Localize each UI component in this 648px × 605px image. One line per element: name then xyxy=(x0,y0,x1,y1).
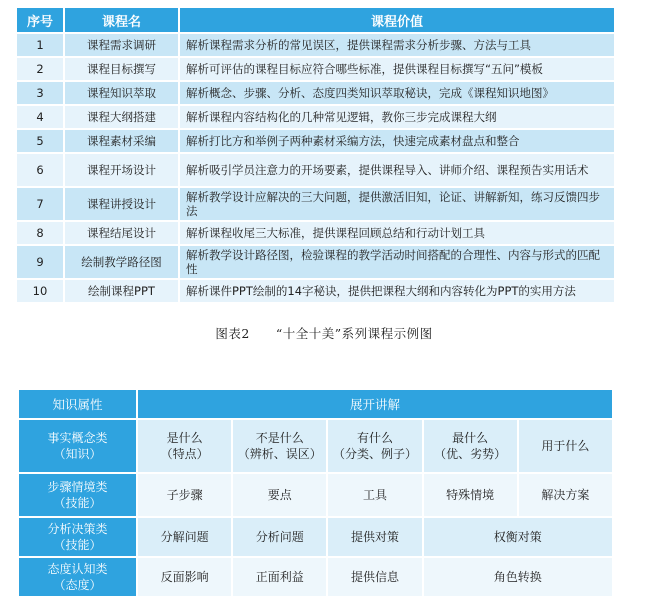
row-type-label: 态度认知类 （态度） xyxy=(19,558,136,596)
course-value-table xyxy=(17,6,614,304)
row-type-label: 步骤情境类 （技能） xyxy=(19,474,136,516)
row-no: 7 xyxy=(17,188,65,220)
table-row xyxy=(17,34,614,56)
table-row xyxy=(19,558,612,596)
table-cell: 要点 xyxy=(233,474,326,516)
header-explanation: 展开讲解 xyxy=(138,390,612,418)
row-no: 4 xyxy=(17,106,65,128)
row-course-value: 解析可评估的课程目标应符合哪些标准，提供课程目标撰写“五问”模板 xyxy=(180,58,614,80)
row-course-value: 解析吸引学员注意力的开场要素，提供课程导入、讲师介绍、课程预告实用话术 xyxy=(180,154,614,186)
table-cell: 提供对策 xyxy=(328,518,421,556)
row-no: 2 xyxy=(17,58,65,80)
table-cell: 解决方案 xyxy=(519,474,612,516)
row-course-value: 解析课程需求分析的常见误区，提供课程需求分析步骤、方法与工具 xyxy=(180,34,614,56)
row-no: 5 xyxy=(17,130,65,152)
table-row xyxy=(17,130,614,152)
row-course-value: 解析教学设计应解决的三大问题，提供激活旧知，论证、讲解新知，练习反馈四步法 xyxy=(180,188,614,220)
row-course-name: 课程开场设计 xyxy=(65,154,180,186)
row-no: 1 xyxy=(17,34,65,56)
table-cell: 有什么 （分类、例子） xyxy=(328,420,421,472)
row-no: 6 xyxy=(17,154,65,186)
row-course-value: 解析打比方和举例子两种素材采编方法，快速完成素材盘点和整合 xyxy=(180,130,614,152)
header-course-name: 课程名 xyxy=(65,8,180,32)
row-course-value: 解析概念、步骤、分析、态度四类知识萃取秘诀，完成《课程知识地图》 xyxy=(180,82,614,104)
row-course-name: 课程目标撰写 xyxy=(65,58,180,80)
row-course-name: 课程知识萃取 xyxy=(65,82,180,104)
row-type-label: 分析决策类 （技能） xyxy=(19,518,136,556)
table-row xyxy=(17,280,614,302)
knowledge-attribute-table xyxy=(17,388,614,598)
table-row xyxy=(17,58,614,80)
row-no: 3 xyxy=(17,82,65,104)
table-row xyxy=(19,518,612,556)
table-row xyxy=(17,154,614,186)
row-no: 10 xyxy=(17,280,65,302)
row-course-name: 课程结尾设计 xyxy=(65,222,180,244)
row-course-name: 课程讲授设计 xyxy=(65,188,180,220)
table-row xyxy=(17,188,614,220)
table-row xyxy=(19,420,612,472)
table-cell: 不是什么 （辨析、误区） xyxy=(233,420,326,472)
row-course-value: 解析教学设计路径图，检验课程的教学活动时间搭配的合理性、内容与形式的匹配性 xyxy=(180,246,614,278)
row-course-name: 绘制教学路径图 xyxy=(65,246,180,278)
table-cell: 正面利益 xyxy=(233,558,326,596)
row-course-name: 课程素材采编 xyxy=(65,130,180,152)
row-course-value: 解析课程收尾三大标准，提供课程回顾总结和行动计划工具 xyxy=(180,222,614,244)
table-row xyxy=(19,474,612,516)
row-course-name: 绘制课程PPT xyxy=(65,280,180,302)
table-cell: 权衡对策 xyxy=(424,518,612,556)
header-no: 序号 xyxy=(17,8,65,32)
header-knowledge-attribute: 知识属性 xyxy=(19,390,136,418)
row-type-label: 事实概念类 （知识） xyxy=(19,420,136,472)
table-row xyxy=(17,82,614,104)
row-course-name: 课程需求调研 xyxy=(65,34,180,56)
row-course-value: 解析课件PPT绘制的14字秘诀，提供把课程大纲和内容转化为PPT的实用方法 xyxy=(180,280,614,302)
table-row xyxy=(17,106,614,128)
table-row xyxy=(17,246,614,278)
row-no: 9 xyxy=(17,246,65,278)
table-cell: 分解问题 xyxy=(138,518,231,556)
figure-caption: 图表2 “十全十美”系列课程示例图 xyxy=(215,326,433,341)
row-course-name: 课程大纲搭建 xyxy=(65,106,180,128)
table-cell: 子步骤 xyxy=(138,474,231,516)
row-course-value: 解析课程内容结构化的几种常见逻辑，教你三步完成课程大纲 xyxy=(180,106,614,128)
header-course-value: 课程价值 xyxy=(180,8,614,32)
table-cell: 最什么 （优、劣势） xyxy=(424,420,517,472)
table-cell: 角色转换 xyxy=(424,558,612,596)
table-cell: 分析问题 xyxy=(233,518,326,556)
row-no: 8 xyxy=(17,222,65,244)
table-header-row xyxy=(17,8,614,32)
table-cell: 是什么 （特点） xyxy=(138,420,231,472)
table-row xyxy=(17,222,614,244)
table-cell: 特殊情境 xyxy=(424,474,517,516)
table-cell: 用于什么 xyxy=(519,420,612,472)
table-cell: 工具 xyxy=(328,474,421,516)
table-header-row xyxy=(19,390,612,418)
table-cell: 反面影响 xyxy=(138,558,231,596)
table-cell: 提供信息 xyxy=(328,558,421,596)
